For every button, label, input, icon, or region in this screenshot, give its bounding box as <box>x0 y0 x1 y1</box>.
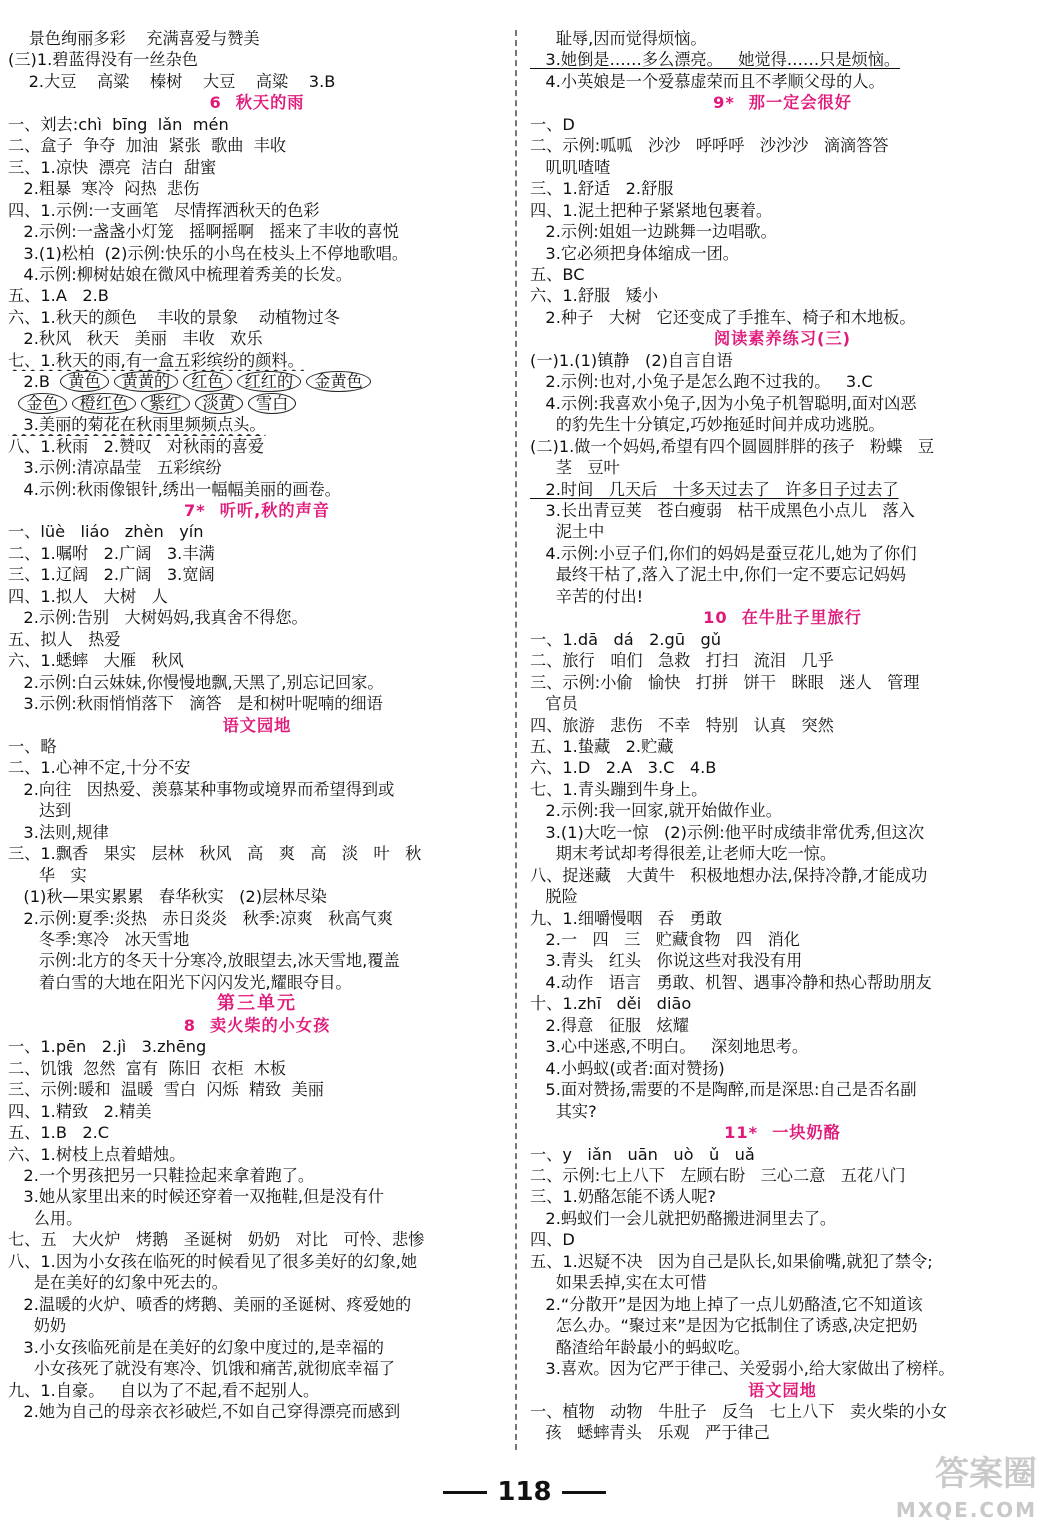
page-number-left-bar <box>443 1491 487 1494</box>
answer-line: 一、1.pēn 2.jì 3.zhēng <box>8 1037 207 1057</box>
page-number-text: 118 <box>497 1477 552 1507</box>
answer-line: 2.示例:告别 大树妈妈,我真舍不得您。 <box>8 608 308 628</box>
answer-line: 一、1.dā dá 2.gū gǔ <box>530 629 722 649</box>
answer-line: 辛苦的付出! <box>530 586 644 606</box>
page-number <box>0 1477 1049 1507</box>
section-heading <box>530 92 1035 113</box>
answer-line: 三、示例:暖和 温暖 雪白 闪烁 精致 美丽 <box>8 1080 324 1100</box>
answer-line: 最终干枯了,落入了泥土中,你们一定不要忘记妈妈 <box>530 565 906 585</box>
lesson-title: 听听,秋的声音 <box>219 500 330 520</box>
answer-line: 2.一 四 三 贮藏食物 四 消化 <box>530 930 800 950</box>
answer-line: 4.示例:我喜欢小兔子,因为小兔子机智聪明,面对凶恶 <box>530 393 917 413</box>
watermark-title: 答案圈 <box>935 1454 1037 1494</box>
section-heading <box>530 1380 1035 1401</box>
answer-line: 的豹先生十分镇定,巧妙拖延时间并成功逃脱。 <box>530 415 885 435</box>
answer-line: 二、旅行 咱们 急救 打扫 流泪 几乎 <box>530 651 834 671</box>
answer-line: 4.示例:秋雨像银针,绣出一幅幅美丽的画卷。 <box>8 479 341 499</box>
answer-line: 九、1.细嚼慢咽 吞 勇敢 <box>530 908 723 928</box>
answer-line: 一、刘去:chì bīng lǎn mén <box>8 114 229 134</box>
answer-line: 4.小英娘是一个爱慕虚荣而且不孝顺父母的人。 <box>530 71 885 91</box>
answer-line: 三、1.舒适 2.舒服 <box>530 179 674 199</box>
answer-line: 一、lüè liáo zhèn yín <box>8 522 204 542</box>
answer-line: 二、1.心神不定,十分不安 <box>8 758 191 778</box>
answer-line: 六、1.蟋蟀 大雁 秋风 <box>8 651 184 671</box>
answer-line: 茎 豆叶 <box>530 458 620 478</box>
answer-line: 二、1.嘱咐 2.广阔 3.丰满 <box>8 543 215 563</box>
column-divider <box>515 30 517 1450</box>
answer-line: 七、1.青头蹦到牛身上。 <box>530 779 708 799</box>
circled-word: 黄黄的 <box>114 371 179 392</box>
answer-line: (一)1.(1)镇静 (2)自言自语 <box>530 350 733 370</box>
answer-line: 六、1.舒服 矮小 <box>530 286 659 306</box>
answer-prefix: 2.B <box>8 372 61 392</box>
answer-line: 三、示例:小偷 愉快 打拼 饼干 眯眼 迷人 管理 <box>530 672 920 692</box>
answer-line: 六、1.D 2.A 3.C 4.B <box>530 758 717 778</box>
answer-line: 3.(1)松柏 (2)示例:快乐的小鸟在枝头上不停地歌唱。 <box>8 243 409 263</box>
section-heading <box>8 715 506 736</box>
answer-line: 3.示例:清凉晶莹 五彩缤纷 <box>8 458 222 478</box>
lesson-title: 语文园地 <box>222 715 292 735</box>
answer-line: 2.温暖的火炉、喷香的烤鹅、美丽的圣诞树、疼爱她的 <box>8 1294 412 1314</box>
answer-line: 二、盒子 争夺 加油 紧张 歌曲 丰收 <box>8 136 287 156</box>
answer-line: 五、1.迟疑不决 因为自己是队长,如果偷嘴,就犯了禁令; <box>530 1251 933 1271</box>
answer-line: (1)秋—果实累累 春华秋实 (2)层林尽染 <box>8 887 327 907</box>
answer-line: 叽叽喳喳 <box>530 157 611 177</box>
answer-line: 一、D <box>530 114 575 134</box>
watermark-url: MXQE.COM <box>895 1498 1037 1522</box>
answer-line: 五、拟人 热爱 <box>8 629 121 649</box>
left-column <box>8 28 506 1422</box>
answer-line: 五、1.蛰藏 2.贮藏 <box>530 736 674 756</box>
circled-word: 红色 <box>183 371 231 392</box>
answer-line: 着白雪的大地在阳光下闪闪发光,耀眼夺目。 <box>8 972 352 992</box>
answer-line: 三、1.飘香 果实 层林 秋风 高 爽 高 淡 叶 秋 <box>8 844 422 864</box>
lesson-number: 7* <box>183 500 206 520</box>
circled-word: 红红的 <box>237 371 302 392</box>
answer-line: 2.“分散开”是因为地上掉了一点儿奶酪渣,它不知道该 <box>530 1294 923 1314</box>
answer-line: 五、1.B 2.C <box>8 1123 110 1143</box>
answer-line: 3.她倒是……多么漂亮。 她觉得……只是烦恼。 <box>530 50 901 70</box>
answer-line: (二)1.做一个妈妈,希望有四个圆圆胖胖的孩子 粉蝶 豆 <box>530 436 935 456</box>
lesson-title: 阅读素养练习(三) <box>713 329 852 349</box>
answer-line: 2.蚂蚁们一会儿就把奶酪搬进洞里去了。 <box>530 1208 837 1228</box>
answer-line: 二、示例:呱呱 沙沙 呼呼呼 沙沙沙 滴滴答答 <box>530 136 889 156</box>
answer-line: 示例:北方的冬天十分寒冷,放眼望去,冰天雪地,覆盖 <box>8 951 400 971</box>
answer-line: 3.心中迷惑,不明白。 深刻地思考。 <box>530 1037 809 1057</box>
answer-line: 是在美好的幻象中死去的。 <box>8 1273 228 1293</box>
circled-word: 紫红 <box>141 393 189 414</box>
answer-line: 四、D <box>530 1230 575 1250</box>
answer-line: 4.示例:柳树姑娘在微风中梳理着秀美的长发。 <box>8 264 352 284</box>
answer-line: 其实? <box>530 1101 597 1121</box>
answer-prefix <box>8 394 18 413</box>
answer-line: 2.示例:白云妹妹,你慢慢地飘,天黑了,别忘记回家。 <box>8 672 384 692</box>
answer-line: 3.(1)大吃一惊 (2)示例:他平时成绩非常优秀,但这次 <box>530 822 925 842</box>
answer-line: 2.一个男孩把另一只鞋捡起来拿着跑了。 <box>8 1166 315 1186</box>
circled-word: 金黄色 <box>306 371 371 392</box>
answer-line: 一、植物 动物 牛肚子 反刍 七上八下 卖火柴的小女 <box>530 1402 948 1421</box>
answer-line: 八、1.秋雨 2.赞叹 对秋雨的喜爱 <box>8 436 265 456</box>
answer-line: 3.它必须把身体缩成一团。 <box>530 243 739 263</box>
section-heading <box>8 92 506 113</box>
answer-line: 3.喜欢。因为它严于律己、关爱弱小,给大家做出了榜样。 <box>530 1359 955 1379</box>
answer-line: 3.美丽的菊花在秋雨里频频点头。 <box>8 415 266 435</box>
answer-line: 2.向往 因热爱、羡慕某种事物或境界而希望得到或 <box>8 779 395 799</box>
answer-line: 2.示例:姐姐一边跳舞一边唱歌。 <box>530 222 777 242</box>
circled-word: 橙红色 <box>72 393 137 414</box>
answer-line: 4.动作 语言 勇敢、机智、遇事冷静和热心帮助朋友 <box>530 972 932 992</box>
answer-line: 七、五 大火炉 烤鹅 圣诞树 奶奶 对比 可怜、悲惨 <box>8 1230 425 1250</box>
section-heading <box>8 500 506 521</box>
answer-line: 么用。 <box>8 1208 83 1228</box>
answer-line: 四、1.精致 2.精美 <box>8 1101 152 1121</box>
answer-line: 达到 <box>8 801 72 821</box>
answer-line: 3.法则,规律 <box>8 822 109 842</box>
answer-line: 官员 <box>530 694 578 714</box>
answer-line: 2.示例:也对,小兔子是怎么跑不过我的。 3.C <box>530 372 873 392</box>
answer-line: 三、1.凉快 漂亮 洁白 甜蜜 <box>8 157 217 177</box>
section-heading <box>530 328 1035 349</box>
lesson-number: 9* <box>713 93 735 113</box>
lesson-number: 8 <box>183 1015 196 1035</box>
lesson-title: 在牛肚子里旅行 <box>741 608 862 628</box>
lesson-number: 11* <box>724 1123 759 1143</box>
answer-line: 二、示例:七上八下 左顾右盼 三心二意 五花八门 <box>530 1166 906 1186</box>
answer-line: 景色绚丽多彩 充满喜爱与赞美 <box>8 29 260 48</box>
answer-line: 华 实 <box>8 865 87 885</box>
answer-line: 三、1.辽阔 2.广阔 3.宽阔 <box>8 565 215 585</box>
section-heading <box>530 607 1035 628</box>
watermark-logo <box>896 1456 1037 1528</box>
answer-line: 2.种子 大树 它还变成了手推车、椅子和木地板。 <box>530 307 916 327</box>
lesson-title: 秋天的雨 <box>235 93 305 113</box>
right-column <box>530 28 1035 1444</box>
answer-line: 奶奶 <box>8 1316 67 1336</box>
answer-line: (三)1.碧蓝得没有一丝杂色 <box>8 50 198 70</box>
lesson-number: 6 <box>209 93 222 113</box>
answer-line: 小女孩死了就没有寒冷、饥饿和痛苦,就彻底幸福了 <box>8 1359 395 1379</box>
lesson-title: 那一定会很好 <box>748 93 852 113</box>
lesson-title: 一块奶酪 <box>772 1123 841 1143</box>
answer-line: 脱险 <box>530 887 578 907</box>
circled-answer-line <box>8 393 506 414</box>
lesson-title: 语文园地 <box>748 1380 817 1400</box>
answer-line: 一、y iǎn uān uò ǔ uǎ <box>530 1144 755 1164</box>
answer-line: 十、1.zhī děi diāo <box>530 994 692 1014</box>
answer-line: 八、捉迷藏 大黄牛 积极地想办法,保持冷静,才能成功 <box>530 865 928 885</box>
answer-line: 四、1.拟人 大树 人 <box>8 586 168 606</box>
answer-line: 如果丢掉,实在太可惜 <box>530 1273 707 1293</box>
answer-line: 六、1.树枝上点着蜡烛。 <box>8 1144 186 1164</box>
answer-line: 孩 蟋蟀青头 乐观 严于律己 <box>530 1423 770 1443</box>
answer-line: 四、1.泥土把种子紧紧地包裹着。 <box>530 200 773 220</box>
answer-line: 六、1.秋天的颜色 丰收的景象 动植物过冬 <box>8 307 340 327</box>
answer-line: 2.大豆 高粱 榛树 大豆 高粱 3.B <box>8 71 336 91</box>
answer-line: 五、1.A 2.B <box>8 286 109 306</box>
circled-word: 雪白 <box>248 393 296 414</box>
answer-line: 2.示例:一盏盏小灯笼 摇啊摇啊 摇来了丰收的喜悦 <box>8 222 399 242</box>
answer-line: 2.她为自己的母亲衣衫破烂,不如自己穿得漂亮而感到 <box>8 1402 401 1421</box>
answer-line: 2.时间 几天后 十多天过去了 许多日子过去了 <box>530 479 899 499</box>
circled-answer-line <box>8 371 506 392</box>
answer-line: 耻辱,因而觉得烦恼。 <box>530 29 707 48</box>
answer-line: 2.粗暴 寒冷 闷热 悲伤 <box>8 179 200 199</box>
answer-line: 四、1.示例:一支画笔 尽情挥洒秋天的色彩 <box>8 200 320 220</box>
answer-line: 九、1.自豪。 自以为了不起,看不起别人。 <box>8 1380 320 1400</box>
circled-word: 黄色 <box>60 371 108 392</box>
section-heading <box>8 1015 506 1036</box>
circled-word: 淡黄 <box>195 393 243 414</box>
answer-line: 2.示例:我一回家,就开始做作业。 <box>530 801 782 821</box>
answer-line: 3.她从家里出来的时候还穿着一双拖鞋,但是没有什 <box>8 1187 384 1207</box>
answer-line: 七、1.秋天的雨,有一盒五彩缤纷的颜料。 <box>8 350 304 370</box>
answer-line: 3.长出青豆荚 苍白瘦弱 枯干成黑色小点儿 落入 <box>530 500 915 520</box>
lesson-number: 10 <box>703 608 728 628</box>
answer-line: 泥土中 <box>530 522 605 542</box>
answer-line: 五、BC <box>530 264 585 284</box>
answer-line: 酪渣给年龄最小的蚂蚁吃。 <box>530 1337 750 1357</box>
answer-line: 怎么办。“聚过来”是因为它抵制住了诱惑,决定把奶 <box>530 1316 918 1336</box>
answer-line: 4.示例:小豆子们,你们的妈妈是蚕豆花儿,她为了你们 <box>530 543 917 563</box>
answer-line: 2.示例:夏季:炎热 赤日炎炎 秋季:凉爽 秋高气爽 <box>8 908 393 928</box>
answer-line: 期末考试却考得很差,让老师大吃一惊。 <box>530 844 837 864</box>
answer-line: 2.得意 征服 炫耀 <box>530 1015 689 1035</box>
answer-line: 3.示例:秋雨悄悄落下 滴答 是和树叶呢喃的细语 <box>8 694 383 714</box>
answer-line: 5.面对赞扬,需要的不是陶醉,而是深思:自己是否名副 <box>530 1080 917 1100</box>
answer-line: 2.秋风 秋天 美丽 丰收 欢乐 <box>8 329 263 349</box>
answer-line: 冬季:寒冷 冰天雪地 <box>8 930 190 950</box>
lesson-title: 卖火柴的小女孩 <box>209 1015 331 1035</box>
answer-line: 三、1.奶酪怎能不诱人呢? <box>530 1187 716 1207</box>
unit-heading: 第三单元 <box>217 993 297 1015</box>
answer-line: 四、旅游 悲伤 不幸 特别 认真 突然 <box>530 715 834 735</box>
circled-word: 金色 <box>18 393 66 414</box>
answer-line: 八、1.因为小女孩在临死的时候看见了很多美好的幻象,她 <box>8 1251 418 1271</box>
section-heading <box>530 1122 1035 1143</box>
answer-line: 3.青头 红头 你说这些对我没有用 <box>530 951 803 971</box>
answer-line: 4.小蚂蚁(或者:面对赞扬) <box>530 1058 725 1078</box>
page-number-right-bar <box>562 1491 606 1494</box>
answer-line: 二、饥饿 忽然 富有 陈旧 衣柜 木板 <box>8 1058 287 1078</box>
answer-line: 一、略 <box>8 736 57 756</box>
answer-line: 3.小女孩临死前是在美好的幻象中度过的,是幸福的 <box>8 1337 384 1357</box>
